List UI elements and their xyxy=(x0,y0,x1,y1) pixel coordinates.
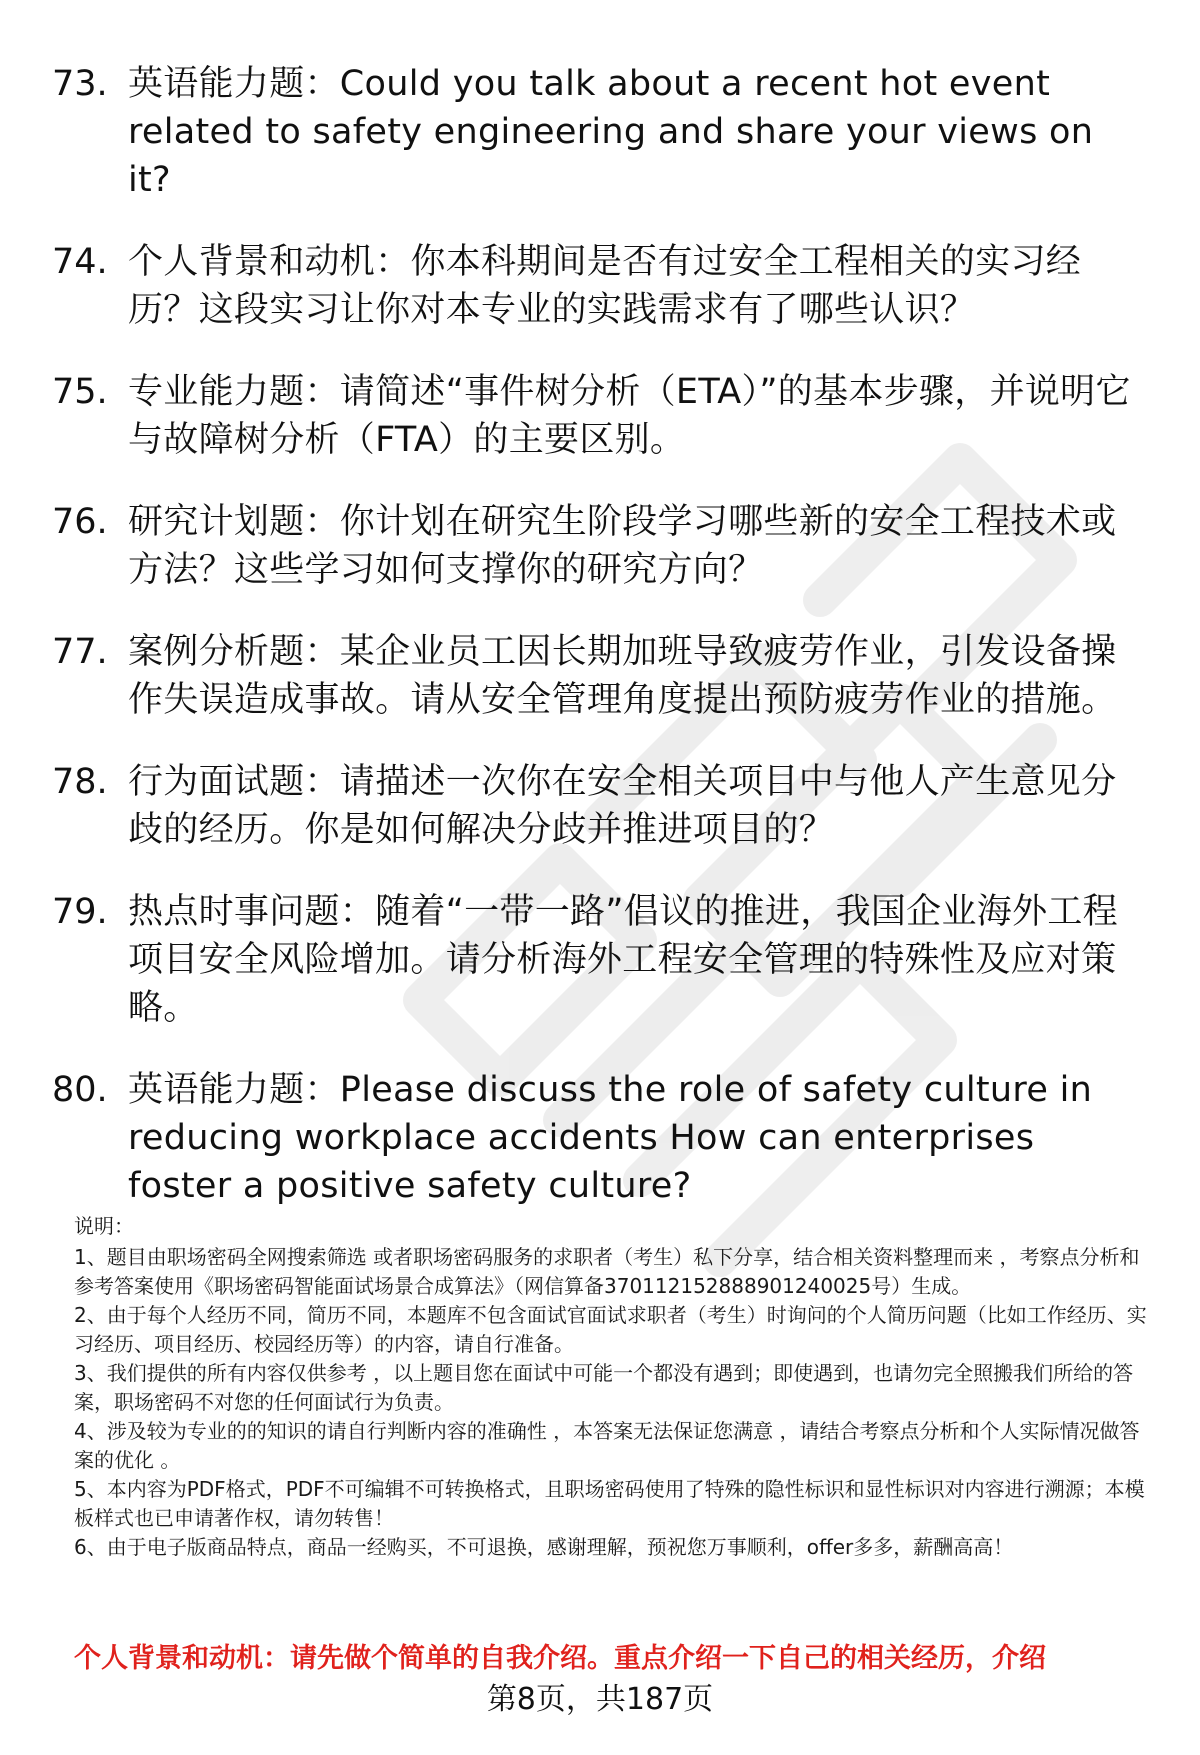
note-item: 4、涉及较为专业的的知识的请自行判断内容的准确性 ，本答案无法保证您满意 ，请结合考察点分析和个人实际情况做答案的优化 。 xyxy=(74,1419,1140,1472)
question-number: 74. xyxy=(52,242,108,282)
question-item xyxy=(52,628,1142,724)
note-item: 6、由于电子版商品特点，商品一经购买，不可退换，感谢理解，预祝您万事顺利，offer多多，薪酬高高！ xyxy=(74,1535,1014,1559)
notes-section xyxy=(74,1212,1159,1562)
question-item xyxy=(52,1066,1142,1210)
question-number: 73. xyxy=(52,64,108,104)
question-text: 案例分析题：某企业员工因长期加班导致疲劳作业，引发设备操作失误造成事故。请从安全管理角度提出预防疲劳作业的措施。 xyxy=(128,632,1117,720)
notes-title: 说明： xyxy=(74,1214,134,1238)
question-text: 研究计划题：你计划在研究生阶段学习哪些新的安全工程技术或方法？这些学习如何支撑你的研究方向？ xyxy=(128,502,1117,590)
question-item xyxy=(52,758,1142,854)
question-text: 热点时事问题：随着“一带一路”倡议的推进，我国企业海外工程项目安全风险增加。请分析海外工程安全管理的特殊性及应对策略。 xyxy=(128,892,1118,1028)
question-list xyxy=(52,60,1142,1244)
question-item xyxy=(52,238,1142,334)
note-item: 5、本内容为PDF格式，PDF不可编辑不可转换格式，且职场密码使用了特殊的隐性标识和显性标识对内容进行溯源；本模板样式也已申请著作权，请勿转售！ xyxy=(74,1477,1145,1530)
question-item xyxy=(52,888,1142,1032)
question-number: 79. xyxy=(52,892,108,932)
question-text: 个人背景和动机：你本科期间是否有过安全工程相关的实习经历？这段实习让你对本专业的实践需求有了哪些认识？ xyxy=(128,242,1082,330)
question-item xyxy=(52,368,1142,464)
note-item: 2、由于每个人经历不同，简历不同，本题库不包含面试官面试求职者（考生）时询问的个人简历问题（比如工作经历、实习经历、项目经历、校园经历等）的内容，请自行准备。 xyxy=(74,1303,1147,1356)
question-text: 英语能力题：Could you talk about a recent hot event related to safety engineering and share your views on it? xyxy=(128,64,1094,200)
next-question-preview: 个人背景和动机：请先做个简单的自我介绍。重点介绍一下自己的相关经历，介绍 xyxy=(74,1643,1046,1674)
note-item: 3、我们提供的所有内容仅供参考 ，以上题目您在面试中可能一个都没有遇到；即使遇到，也请勿完全照搬我们所给的答案，职场密码不对您的任何面试行为负责。 xyxy=(74,1361,1134,1414)
question-item xyxy=(52,498,1142,594)
question-number: 80. xyxy=(52,1070,108,1110)
question-text: 英语能力题：Please discuss the role of safety culture in reducing workplace accidents How can enterprises foster a positive safety culture? xyxy=(128,1070,1093,1206)
question-text: 行为面试题：请描述一次你在安全相关项目中与他人产生意见分歧的经历。你是如何解决分歧并推进项目的？ xyxy=(128,762,1117,850)
question-item xyxy=(52,60,1142,204)
question-number: 76. xyxy=(52,502,108,542)
question-text: 专业能力题：请简述“事件树分析（ETA）”的基本步骤，并说明它与故障树分析（FTA）的主要区别。 xyxy=(128,372,1131,460)
question-number: 75. xyxy=(52,372,108,412)
note-item: 1、题目由职场密码全网搜索筛选 或者职场密码服务的求职者（考生）私下分享，结合相关资料整理而来 ，考察点分析和参考答案使用《职场密码智能面试场景合成算法》（网信算备370112152888901240025号）生成。 xyxy=(74,1245,1140,1298)
question-number: 77. xyxy=(52,632,108,672)
question-number: 78. xyxy=(52,762,108,802)
page-indicator: 第8页，共187页 xyxy=(486,1682,714,1717)
